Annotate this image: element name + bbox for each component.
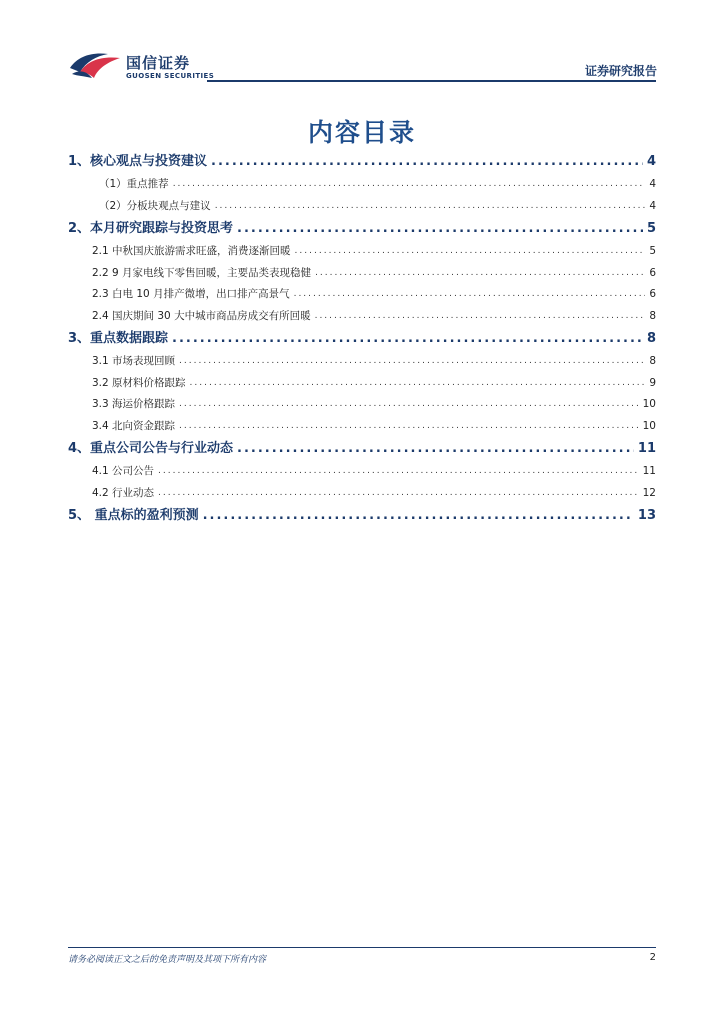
toc-leader-dots: [211, 150, 643, 174]
toc-entry[interactable]: [68, 351, 656, 373]
toc-entry-page: 5: [646, 221, 656, 236]
toc-entry[interactable]: [68, 196, 656, 218]
toc-entry-label: 2.4 国庆期间 30 大中城市商品房成交有所回暖: [92, 309, 311, 322]
toc-entry-label: 4.1 公司公告: [92, 465, 155, 477]
toc-entry-label: （1）重点推荐: [99, 178, 169, 190]
toc-leader-dots: [237, 217, 643, 241]
toc-leader-dots: [179, 416, 639, 438]
company-logo: [68, 50, 258, 84]
toc-entry-label: 1、核心观点与投资建议: [68, 154, 208, 169]
toc-leader-dots: [179, 351, 645, 373]
toc-entry-label: 4、重点公司公告与行业动态: [68, 441, 234, 456]
toc-entry-label: 2.3 白电 10 月排产微增，出口排产高景气: [92, 288, 290, 300]
toc-entry[interactable]: [68, 241, 656, 263]
report-type-label: 证券研究报告: [584, 64, 657, 78]
toc-entry[interactable]: [68, 174, 656, 196]
toc-leader-dots: [158, 461, 639, 483]
toc-entry-label: 5、 重点标的盈利预测: [68, 508, 199, 523]
toc-entry-label: 2.2 9 月家电线下零售回暖，主要品类表现稳健: [92, 266, 312, 279]
toc-entry-label: 3、重点数据跟踪: [68, 331, 169, 346]
toc-entry[interactable]: [68, 461, 656, 483]
toc-leader-dots: [215, 196, 646, 218]
logo-name-cn: 国信证券: [126, 54, 191, 72]
toc-title: 内容目录: [307, 118, 416, 147]
toc-entry-label: 2、本月研究跟踪与投资思考: [68, 221, 234, 236]
toc-entry-page: 6: [649, 266, 656, 279]
toc-entry-page: 11: [642, 465, 656, 477]
toc-entry-label: 3.3 海运价格跟踪: [92, 398, 176, 410]
toc-entry-page: 8: [649, 355, 656, 367]
toc-entry[interactable]: [68, 373, 656, 395]
toc-entry-page: 8: [646, 331, 656, 346]
toc-entry-page: 8: [649, 309, 656, 322]
toc-entry-page: 13: [637, 508, 656, 523]
toc-entry-page: 4: [649, 199, 656, 212]
page-number: 2: [649, 952, 656, 963]
header-divider: [207, 80, 656, 82]
table-of-contents: [68, 150, 656, 528]
toc-entry[interactable]: [68, 327, 656, 351]
toc-entry-label: 4.2 行业动态: [92, 486, 155, 499]
toc-entry-label: 2.1 中秋国庆旅游需求旺盛，消费逐渐回暖: [92, 245, 291, 257]
toc-entry[interactable]: [68, 150, 656, 174]
toc-entry[interactable]: [68, 394, 656, 416]
footer-disclaimer: 请务必阅读正文之后的免责声明及其项下所有内容: [68, 955, 267, 965]
toc-entry[interactable]: [68, 263, 656, 285]
toc-entry-page: 11: [637, 441, 656, 456]
toc-entry-page: 5: [649, 245, 656, 257]
toc-entry-page: 6: [649, 288, 656, 300]
toc-entry[interactable]: [68, 483, 656, 505]
toc-leader-dots: [237, 437, 634, 461]
toc-entry[interactable]: [68, 416, 656, 438]
footer-divider: [68, 947, 656, 948]
toc-entry-label: 3.2 原材料价格跟踪: [92, 376, 186, 389]
logo-name-en: GUOSEN SECURITIES: [126, 72, 215, 80]
toc-leader-dots: [179, 394, 639, 416]
toc-entry-label: 3.4 北向资金跟踪: [92, 419, 176, 432]
logo-mark-icon: [68, 50, 122, 80]
toc-entry[interactable]: [68, 306, 656, 328]
toc-entry[interactable]: [68, 217, 656, 241]
toc-entry[interactable]: [68, 437, 656, 461]
toc-entry-page: 4: [646, 154, 656, 169]
toc-leader-dots: [315, 306, 646, 328]
toc-leader-dots: [315, 263, 645, 285]
toc-entry-page: 9: [649, 376, 656, 389]
toc-entry[interactable]: [68, 504, 656, 528]
toc-entry-page: 10: [642, 419, 656, 432]
toc-entry-page: 4: [649, 178, 656, 190]
page-header: [0, 0, 724, 90]
toc-entry-label: 3.1 市场表现回顾: [92, 355, 176, 367]
toc-leader-dots: [172, 327, 643, 351]
toc-entry[interactable]: [68, 284, 656, 306]
toc-leader-dots: [294, 284, 646, 306]
toc-leader-dots: [173, 174, 646, 196]
toc-entry-page: 12: [642, 486, 656, 499]
toc-leader-dots: [203, 504, 634, 528]
toc-leader-dots: [295, 241, 646, 263]
toc-entry-label: （2）分板块观点与建议: [99, 199, 211, 212]
toc-leader-dots: [158, 483, 639, 505]
toc-leader-dots: [190, 373, 646, 395]
toc-entry-page: 10: [642, 398, 656, 410]
